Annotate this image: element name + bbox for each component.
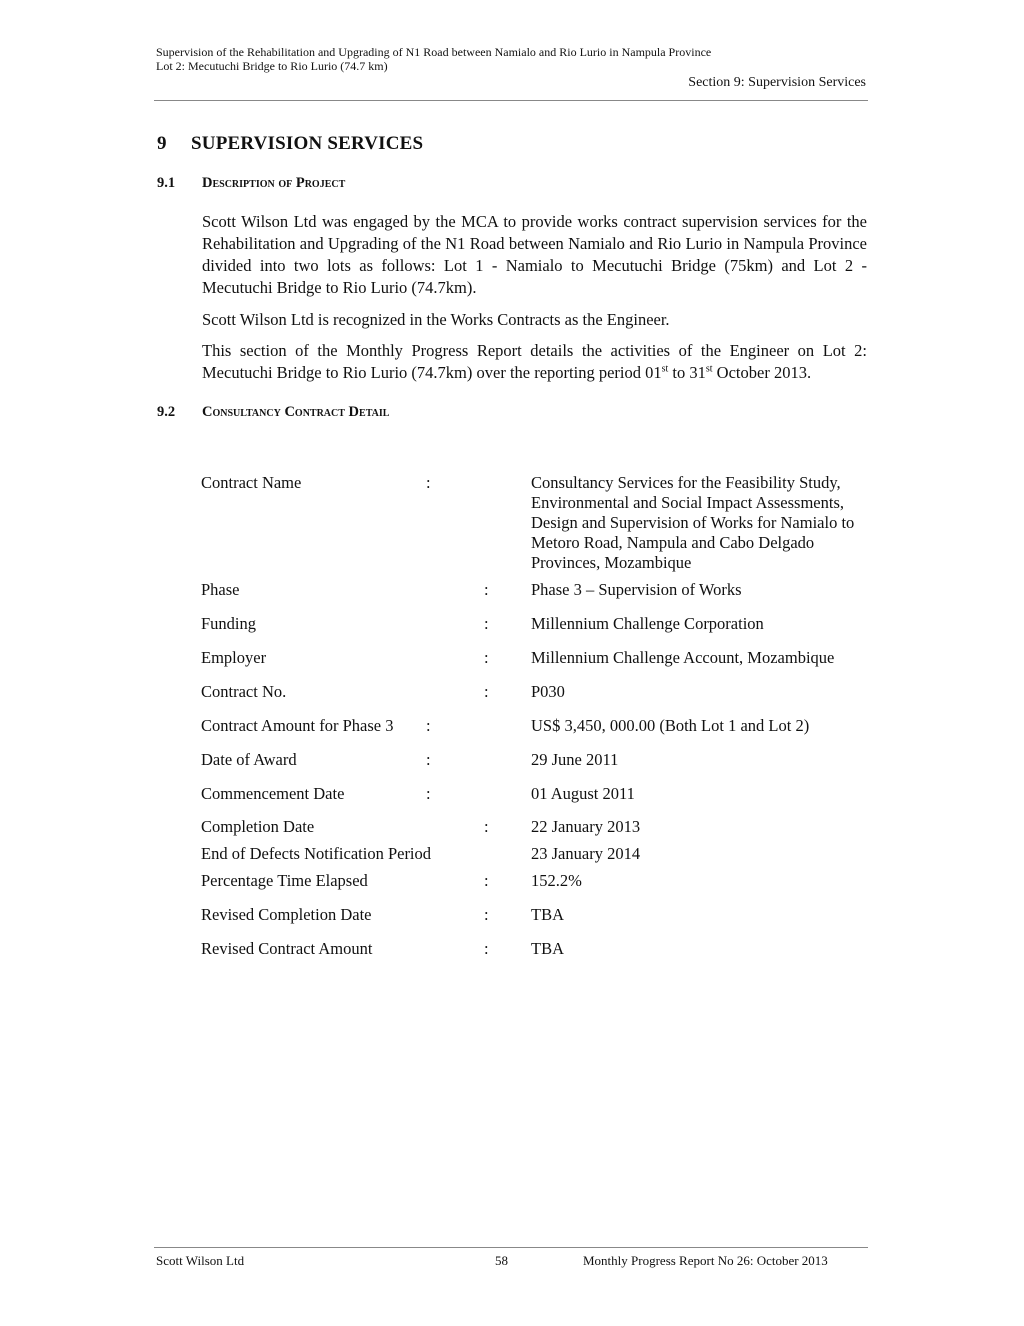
funding-colon: :: [484, 614, 489, 633]
revised-amount-value: TBA: [531, 939, 564, 958]
subsection-9-2-number: 9.2: [157, 404, 176, 420]
subsection-9-1-title: Description of Project: [202, 175, 346, 191]
defects-period-value: 23 January 2014: [531, 844, 641, 863]
revised-completion-colon: :: [484, 905, 489, 924]
revised-amount-colon: :: [484, 939, 489, 958]
section-number: 9: [157, 133, 167, 154]
commencement-date-value: 01 August 2011: [531, 784, 635, 803]
commencement-date-colon: :: [426, 784, 431, 803]
revised-amount-label: Revised Contract Amount: [201, 939, 373, 958]
contract-name-label: Contract Name: [201, 473, 302, 492]
project-description-paragraph: Scott Wilson Ltd was engaged by the MCA to provide works contract supervision services for the Rehabilitation and Upgrading of the N1 Road between Namialo and Rio Lurio in Nampula Province divided into two lots as follows: Lot 1 - Namialo to Mecutuchi Bridge (75km) and Lot 2 - Mecutuchi Bridge to Rio Lurio (74.7km).: [202, 212, 867, 297]
employer-value: Millennium Challenge Account, Mozambique: [531, 648, 835, 667]
header-lot-title: Lot 2: Mecutuchi Bridge to Rio Lurio (74.7 km): [156, 59, 388, 73]
defects-period-label: End of Defects Notification Period: [201, 844, 432, 863]
subsection-9-1-number: 9.1: [157, 175, 176, 191]
footer-page-number: 58: [495, 1253, 508, 1268]
funding-value: Millennium Challenge Corporation: [531, 614, 764, 633]
date-of-award-label: Date of Award: [201, 750, 297, 769]
header-divider: [154, 100, 868, 101]
contract-name-value: Consultancy Services for the Feasibility Study, Environmental and Social Impact Assessments, Design and Supervision of Works for Namialo to Metoro Road, Nampula and Cabo Delgado Provinces, Mozambique: [531, 473, 855, 572]
contract-no-value: P030: [531, 682, 565, 701]
header-section-label: Section 9: Supervision Services: [688, 75, 866, 90]
date-of-award-colon: :: [426, 750, 431, 769]
section-title: SUPERVISION SERVICES: [191, 133, 424, 154]
time-elapsed-value: 152.2%: [531, 871, 582, 890]
contract-name-colon: :: [426, 473, 431, 492]
completion-date-value: 22 January 2013: [531, 817, 641, 836]
funding-label: Funding: [201, 614, 257, 633]
contract-amount-value: US$ 3,450, 000.00 (Both Lot 1 and Lot 2): [531, 716, 810, 735]
completion-date-colon: :: [484, 817, 489, 836]
engineer-paragraph: Scott Wilson Ltd is recognized in the Works Contracts as the Engineer.: [202, 310, 670, 329]
footer-company: Scott Wilson Ltd: [156, 1253, 245, 1268]
employer-colon: :: [484, 648, 489, 667]
contract-amount-label: Contract Amount for Phase 3: [201, 716, 394, 735]
contract-no-label: Contract No.: [201, 682, 287, 701]
contract-no-colon: :: [484, 682, 489, 701]
phase-value: Phase 3 – Supervision of Works: [531, 580, 742, 599]
reporting-period-paragraph: This section of the Monthly Progress Report details the activities of the Engineer on Lot 2: Mecutuchi Bridge to Rio Lurio (74.7km) over the reporting period 01st to 31st October 2013.: [202, 341, 867, 382]
revised-completion-value: TBA: [531, 905, 564, 924]
phase-label: Phase: [201, 580, 240, 599]
revised-completion-label: Revised Completion Date: [201, 905, 372, 924]
time-elapsed-label: Percentage Time Elapsed: [201, 871, 368, 890]
completion-date-label: Completion Date: [201, 817, 315, 836]
footer-divider: [154, 1247, 868, 1248]
header-project-title: Supervision of the Rehabilitation and Upgrading of N1 Road between Namialo and Rio Lurio in Nampula Province: [156, 45, 712, 59]
footer-report-title: Monthly Progress Report No 26: October 2013: [583, 1253, 828, 1268]
time-elapsed-colon: :: [484, 871, 489, 890]
phase-colon: :: [484, 580, 489, 599]
employer-label: Employer: [201, 648, 267, 667]
date-of-award-value: 29 June 2011: [531, 750, 619, 769]
commencement-date-label: Commencement Date: [201, 784, 345, 803]
subsection-9-2-title: Consultancy Contract Detail: [202, 404, 390, 420]
contract-amount-colon: :: [426, 716, 431, 735]
